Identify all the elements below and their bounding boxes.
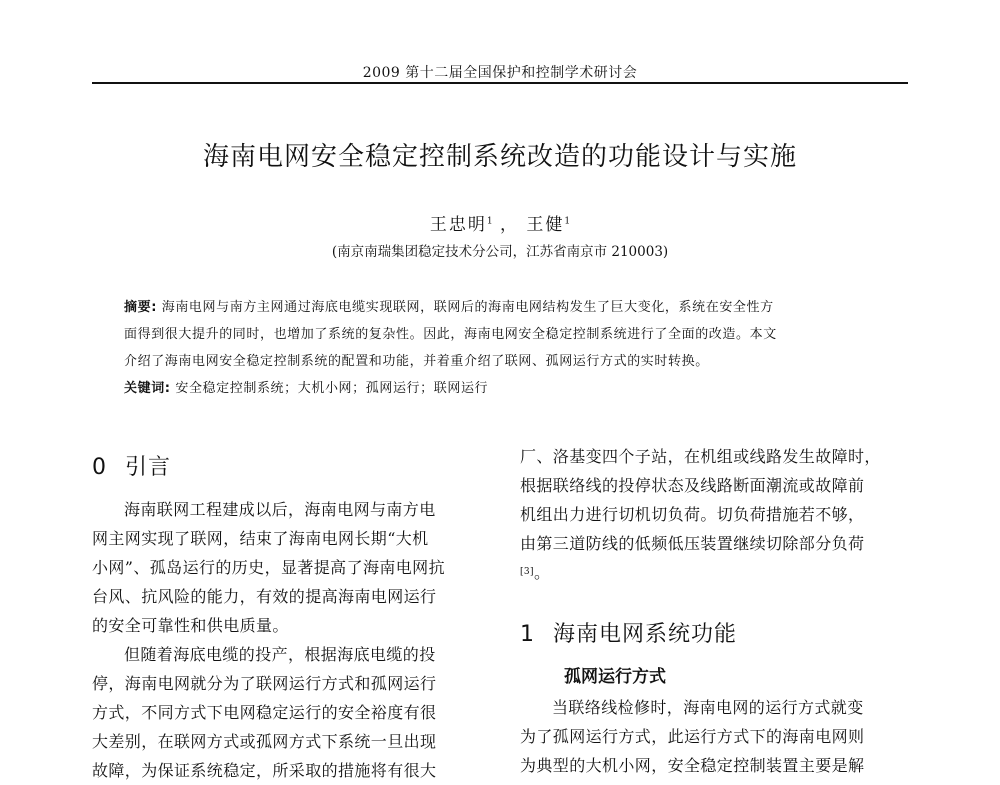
paragraph-line: 机组出力进行切机切负荷。切负荷措施若不够， <box>520 505 865 524</box>
paragraph-line: 但随着海底电缆的投产，根据海底电缆的投 <box>124 645 436 664</box>
author-2-affiliation-mark: 1 <box>564 216 571 227</box>
paragraph-line: 小网”、孤岛运行的历史，显著提高了海南电网抗 <box>92 558 445 577</box>
subsection-paragraph <box>520 693 902 780</box>
section-number: 0 <box>92 455 107 480</box>
author-1: 王忠明 <box>429 215 487 235</box>
paragraph-line: 为典型的大机小网，安全稳定控制装置主要是解 <box>520 756 865 775</box>
citation-mark: [3] <box>520 567 534 577</box>
paragraph-line: 网主网实现了联网，结束了海南电网长期“大机 <box>92 529 429 548</box>
author-1-affiliation-mark: 1 <box>486 216 493 227</box>
subsection-heading: 孤网运行方式 <box>564 667 666 687</box>
abstract-line: 介绍了海南电网安全稳定控制系统的配置和功能，并着重介绍了联网、孤网运行方式的实时转换。 <box>124 354 709 369</box>
paragraph-line: 故障，为保证系统稳定，所采取的措施将有很大 <box>92 761 437 780</box>
author-line <box>0 210 1000 235</box>
author-2: 王健 <box>526 215 565 235</box>
abstract-label: 摘要: <box>124 300 157 315</box>
paragraph-line: 大差别，在联网方式或孤网方式下系统一旦出现 <box>92 732 437 751</box>
running-header: 2009 第十二届全国保护和控制学术研讨会 <box>362 65 638 81</box>
abstract-line: 面得到很大提升的同时，也增加了系统的复杂性。因此，海南电网安全稳定控制系统进行了全面的改造。本文 <box>124 327 777 342</box>
abstract-line <box>124 294 866 321</box>
left-column <box>92 440 470 785</box>
paragraph-line: 由第三道防线的低频低压装置继续切除部分负荷 <box>520 534 865 553</box>
header-rule <box>92 82 908 84</box>
intro-paragraph-1 <box>92 495 470 640</box>
paragraph-line: 为了孤网运行方式，此运行方式下的海南电网则 <box>520 727 865 746</box>
affiliation: (南京南瑞集团稳定技术分公司，江苏省南京市 210003) <box>331 244 669 260</box>
paragraph-line: 厂、洛基变四个子站，在机组或线路发生故障时， <box>520 447 881 466</box>
keywords-line <box>124 375 866 402</box>
author-separator: ， <box>500 215 519 235</box>
paragraph-line: 根据联络线的投停状态及线路断面潮流或故障前 <box>520 476 865 495</box>
keywords-label: 关键词: <box>124 381 171 396</box>
continuation-paragraph <box>520 442 902 587</box>
section-number: 1 <box>520 622 535 647</box>
paper-title: 海南电网安全稳定控制系统改造的功能设计与实施 <box>202 142 797 172</box>
paragraph-line: 停，海南电网就分为了联网运行方式和孤网运行 <box>92 674 437 693</box>
section-1-heading <box>520 617 902 648</box>
section-title: 引言 <box>125 455 172 480</box>
abstract-block <box>124 294 866 402</box>
paragraph-line: 台风、抗风险的能力，有效的提高海南电网运行 <box>92 587 437 606</box>
paragraph-line: 当联络线检修时，海南电网的运行方式就变 <box>552 698 864 717</box>
paragraph-line <box>520 558 902 587</box>
sentence-end: 。 <box>533 563 551 582</box>
intro-paragraph-2 <box>92 640 470 785</box>
abstract-text: 海南电网与南方主网通过海底电缆实现联网，联网后的海南电网结构发生了巨大变化，系统在安全性方 <box>161 300 774 315</box>
section-title: 海南电网系统功能 <box>553 622 738 647</box>
paragraph-line: 海南联网工程建成以后，海南电网与南方电 <box>124 500 436 519</box>
paragraph-line: 的安全可靠性和供电质量。 <box>92 616 289 635</box>
keywords-text: 安全稳定控制系统；大机小网；孤网运行；联网运行 <box>175 381 489 396</box>
paragraph-line: 方式，不同方式下电网稳定运行的安全裕度有很 <box>92 703 437 722</box>
right-column <box>520 440 902 780</box>
section-0-heading <box>92 450 470 481</box>
